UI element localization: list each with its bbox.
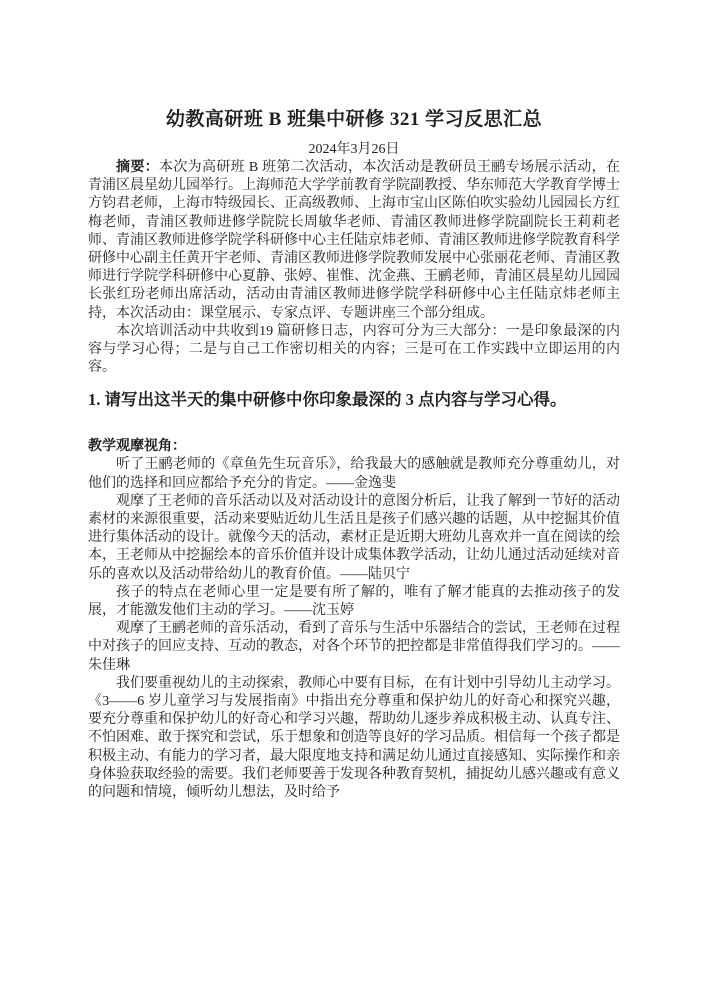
intro-paragraph: 本次培训活动中共收到19 篇研修日志，内容可分为三大部分：一是印象最深的内 容与学习心得；二是与自己工作密切相关的内容；三是可在工作实践中立即运用的内容。 xyxy=(88,323,620,376)
abstract-label: 摘要： xyxy=(116,160,159,175)
reflection-entry-4: 观摩了王鹂老师的音乐活动，看到了音乐与生活中乐器结合的尝试，王老师在过程中对孩子的回应支持、互动的教态，对各个环节的把控都是非常值得我们学习的。——朱佳琳 xyxy=(88,621,620,673)
abstract-paragraph xyxy=(88,159,620,323)
section-1-heading: 1. 请写出这半天的集中研修中你印象最深的 3 点内容与学习心得。 xyxy=(88,390,567,410)
reflection-entry-2: 观摩了王老师的音乐活动以及对活动设计的意图分析后，让我了解到一节好的活动素材的来源很重要，活动来要贴近幼儿生活且是孩子们感兴趣的话题，从中挖掘其价值进行集体活动的设计。就像今天的活动，素材正是近期大班幼儿喜欢并一直在阅读的绘本，王老师从中挖掘绘本的音乐价值并设计成集体教学活动，让幼儿通过活动延续对音乐的喜欢以及活动带给幼儿的教育价值。——陆贝宁 xyxy=(88,493,620,582)
document-date: 2024年3月26日 xyxy=(308,142,400,157)
reflection-entry-3: 孩子的特点在老师心里一定是要有所了解的，唯有了解才能真的去推动孩子的发展，才能激发他们主动的学习。——沈玉婷 xyxy=(88,584,620,619)
reflection-entry-1: 听了王鹂老师的《章鱼先生玩音乐》，给我最大的感触就是教师充分尊重幼儿，对他们的选择和回应都给予充分的肯定。——金逸斐 xyxy=(88,457,620,491)
reflection-entry-5: 我们要重视幼儿的主动探索，教师心中要有目标，在有计划中引导幼儿主动学习。《3——6 岁儿童学习与发展指南》中指出充分尊重和保护幼儿的好奇心和探究兴趣，要充分尊重和保护幼儿的好奇心和学习兴趣，帮助幼儿逐步养成积极主动、认真专注、不怕困难、敢于探究和尝试，乐于想象和创造等良好的学习品质。相信每一个孩子都是积极主动、有能力的学习者，最大限度地支持和满足幼儿通过直接感知、实际操作和亲身体验获取经验的需要。我们老师要善于发现各种教育契机，捕捉幼儿感兴趣或有意义的问题和情境，倾听幼儿想法，及时给予 xyxy=(88,675,620,801)
section-1-subheading: 教学观摩视角： xyxy=(88,439,186,455)
document-title: 幼教高研班 B 班集中研修 321 学习反思汇总 xyxy=(165,109,543,130)
abstract-text: 本次为高研班 B 班第二次活动，本次活动是教研员王鹂专场展示活动，在青浦区晨星幼儿园举行。上海师范大学学前教育学院副教授、华东师范大学教育学博士方钧君老师，上海市特级园长、正高级教师、上海市宝山区陈伯吹实验幼儿园园长方红梅老师，青浦区教师进修学院院长周敏华老师、青浦区教师进修学院副院长王莉莉老师、青浦区教师进修学院学科研修中心主任陆京炜老师、青浦区教师进修学院教育科学研修中心副主任黄开宇老师、青浦区教师进修学院教师发展中心张丽花老师、青浦区教师进行学院学科研修中心夏静、张婷、崔惟、沈金燕、王鹂老师，青浦区晨星幼儿园园长张红玢老师出席活动，活动由青浦区教师进修学院学科研修中心主任陆京炜老师主持，本次活动由：课堂展示、专家点评、专题讲座三个部分组成。 xyxy=(88,160,620,321)
